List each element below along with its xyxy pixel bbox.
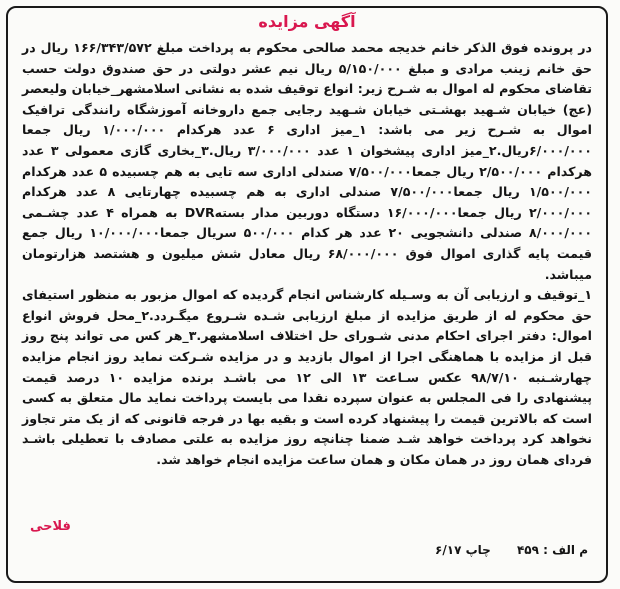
notice-title: آگهی مزایده xyxy=(258,12,356,31)
signature-name: فلاحی xyxy=(30,519,71,534)
notice-code: م الف : ۴۵۹ xyxy=(516,543,588,557)
notice-body xyxy=(22,38,592,470)
notice-paragraph-2: ۱_توقیف و ارزیابی آن به وسـیله کارشناس انجام گردیده که اموال مزبور به منظور استیفای حق محکوم له از طریق مزایده از مبلغ ارزیابی شـده شـروع میگـردد.۲_محل فروش انواع اموال: دفتر اجرای احکام مدنی شـورای حل اختلاف اسلامشهر.۳_هر کس می تواند پنج روز قبل از مزایده با هماهنگی اجرا از اموال بازدید و در مزایده شـرکت نماید روز انجام مزایده چهارشـنبه ۹۸/۷/۱۰ عکس سـاعت ۱۳ الی ۱۲ می باشـد برنده مزایده ۱۰ درصد قیمت پیشنهادی را فی المجلس به عنوان سپرده نقدا می بایست پرداخت نماید مال متعلق به کسی است که بالاترین قیمت را پیشنهاد کرده است و بقیه بها در فرجه قانونی که از یک متر تجاوز نخواهد کرد پرداخت خواهد شـد ضمنا چنانچه روز مزایده به علتی مصادف با تعطیلی باشـد فردای همان روز در همان مکان و همان ساعت مزایده انجام خواهد شد. xyxy=(22,287,593,467)
notice-footer xyxy=(413,543,588,557)
print-date: چاپ ۶/۱۷ xyxy=(435,543,491,557)
notice-paragraph-1: در پرونده فوق الذکر خانم خدیجه محمد صالحی محکوم به پرداخت مبلغ ۱۶۶/۳۴۳/۵۷۲ ریال در حق خانم زینب مرادی و مبلغ ۵/۱۵۰/۰۰۰ ریال نیم عشر دولتی در حق صندوق دولت حسب تقاضای محکوم له اموال به شـرح زیر: انواع توقیف شده به نشانی اسلامشهر_خیابان ولیعصر (عج) خیابان شـهید بهشـتی خیابان شـهید رجایی جمع داروخانه آموزشگاه رانندگی ترافیک اموال به شـرح زیر می باشد: ۱_میز اداری ۶ عدد هرکدام ۱/۰۰۰/۰۰۰ ریال جمعا ۶/۰۰۰/۰۰۰ریال.۲_میز اداری پیشخوان ۱ عدد ۳/۰۰۰/۰۰۰ ریال.۳_بخاری گازی معمولی ۳ عدد هرکدام ۲/۵۰۰/۰۰۰ ریال جمعا۷/۵۰۰/۰۰۰ صندلی اداری سه تایی به هم چسبیده ۵ عدد هرکدام ۱/۵۰۰/۰۰۰ ریال جمعا۷/۵۰۰/۰۰۰ صندلی اداری به هم چسبیده چهارتایی ۸ عدد هرکدام ۲/۰۰۰/۰۰۰ ریال جمعا۱۶/۰۰۰/۰۰۰ دستگاه دوربین مدار بستهDVR به همراه ۴ عدد چشـمی ۸/۰۰۰/۰۰۰ صندلی دانشجویی ۲۰ عدد هر کدام ۵۰۰/۰۰۰ سریال جمعا۱۰/۰۰۰/۰۰۰ ریال جمع قیمت پایه گذاری اموال فوق ۶۸/۰۰۰/۰۰۰ ریال معادل شش میلیون و هشتصد هزارتومان میباشد. xyxy=(22,40,593,282)
auction-notice xyxy=(6,6,608,583)
